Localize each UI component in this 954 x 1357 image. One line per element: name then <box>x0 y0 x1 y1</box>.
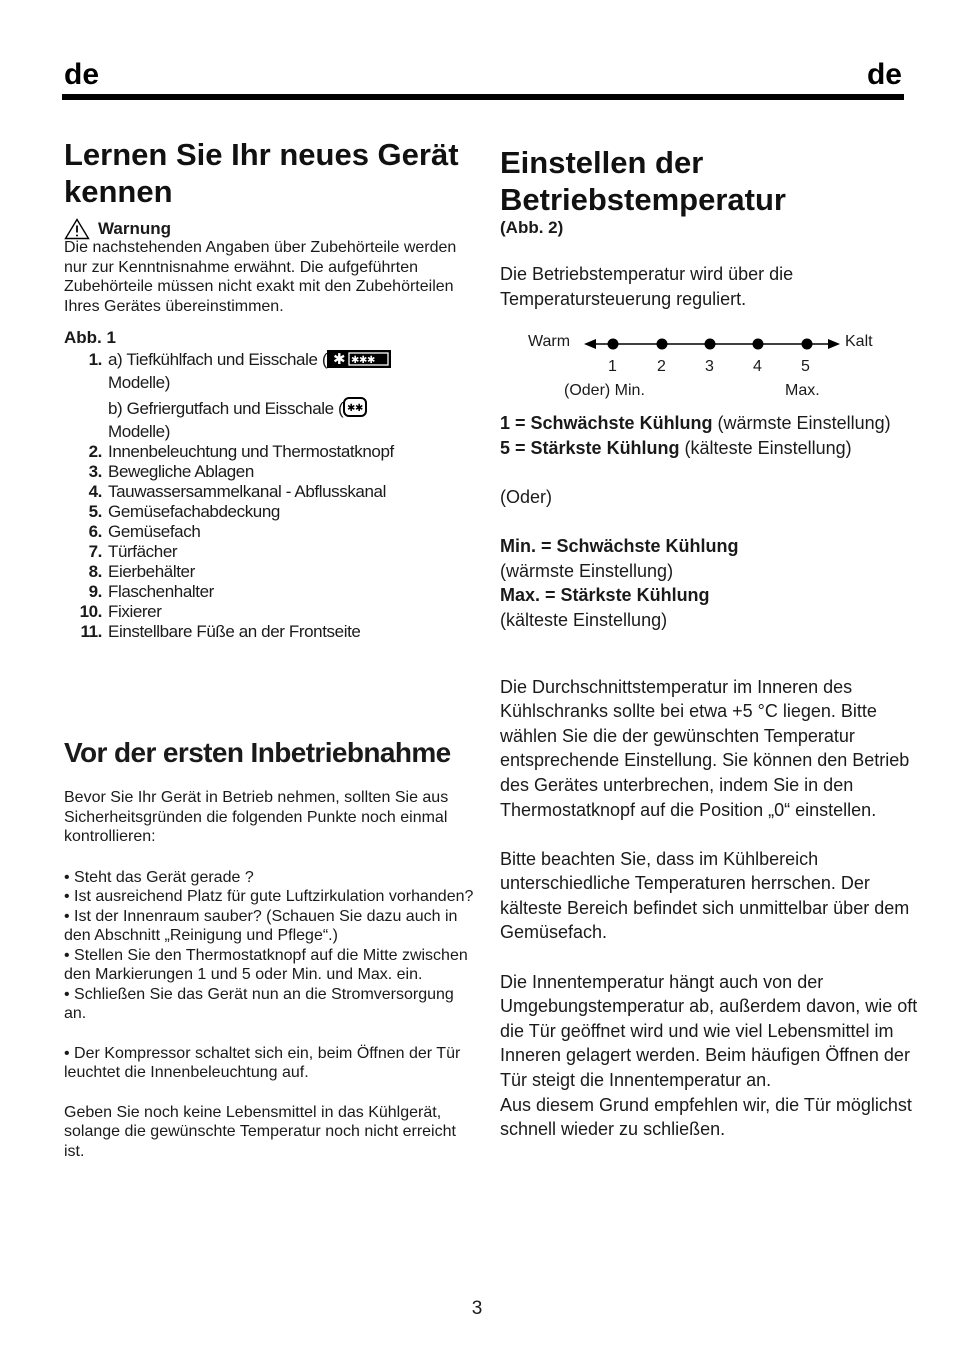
part-1b-text: b) Gefriergutfach und Eisschale ( <box>108 399 344 418</box>
first-use-intro: Bevor Sie Ihr Gerät in Betrieb nehmen, sollten Sie aus Sicherheitsgründen die folgenden Punkte noch einmal kontrollieren: <box>64 789 449 845</box>
part-1a-text: a) Tiefkühlfach und Eisschale ( <box>108 350 328 369</box>
left-column <box>64 136 476 1161</box>
food-note: Geben Sie noch keine Lebensmittel in das Kühlgerät, solange die gewünschte Temperatur noch nicht erreicht ist. <box>64 1103 456 1160</box>
freezer-3star-icon <box>327 350 391 373</box>
right-column <box>500 144 920 1142</box>
oder-text: (Oder) <box>500 486 553 507</box>
scale-warm-label: Warm <box>528 333 571 351</box>
checklist-item: • Ist der Innenraum sauber? (Schauen Sie dazu auch in den Abschnitt „Reinigung und Pflege“.) <box>64 907 458 944</box>
section-title-know-device: Lernen Sie Ihr neues Gerät kennen <box>64 137 459 209</box>
list-item: 8. Eierbehälter <box>88 562 195 581</box>
part-1a-tail: Modelle) <box>108 373 170 392</box>
paragraph-average-temp: Die Durchschnittstemperatur im Inneren des Kühlschranks sollte bei etwa +5 °C liegen. Bitte wählen Sie die der gewünschten Temperatur entsprechende Einstellung. Sie können den Betrieb des Gerätes unterbrechen, indem Sie in den Thermostatknopf auf die Position „0“ einstellen. <box>500 676 910 820</box>
scale-max-label: Max. <box>785 382 820 400</box>
list-item: 7. Türfächer <box>88 542 178 561</box>
definition-max-detail: (kälteste Einstellung) <box>500 609 668 630</box>
svg-text:✱✱: ✱✱ <box>347 403 364 414</box>
checklist-item: • Ist ausreichend Platz für gute Luftzirkulation vorhanden? <box>64 888 474 905</box>
scale-number-1: 1 <box>608 358 617 376</box>
section-title-temperature <box>500 144 920 218</box>
warning-triangle-icon <box>64 218 90 240</box>
scale-number-4: 4 <box>753 358 762 376</box>
temperature-intro: Die Betriebstemperatur wird über die Temperatursteuerung reguliert. <box>500 264 794 309</box>
scale-kalt-label: Kalt <box>845 333 873 351</box>
section-title-first-use: Vor der ersten Inbetriebnahme <box>64 737 451 768</box>
definition-5: 5 = Stärkste Kühlung (kälteste Einstellung) <box>500 437 852 458</box>
header-lang-left: de <box>64 58 100 91</box>
scale-number-3: 3 <box>705 358 714 376</box>
checklist-item: • Steht das Gerät gerade ? <box>64 868 254 886</box>
title-line-2: Betriebstemperatur <box>500 182 786 217</box>
checklist-item: • Schließen Sie das Gerät nun an die Stromversorgung an. <box>64 985 454 1022</box>
list-item: 5. Gemüsefachabdeckung <box>88 502 280 521</box>
paragraph-temp-zones: Bitte beachten Sie, dass im Kühlbereich unterschiedliche Temperaturen herrschen. Der kälteste Bereich befindet sich unmittelbar über dem Gemüsefach. <box>500 848 910 943</box>
warning-text: Die nachstehenden Angaben über Zubehörteile werden nur zur Kenntnisnahme erwähnt. Die aufgeführten Zubehörteile müssen nicht exakt mit den Zubehörteilen Ihres Gerätes übereinstimmen. <box>64 239 457 315</box>
svg-text:✱✱✱: ✱✱✱ <box>351 355 376 366</box>
svg-text:✱: ✱ <box>333 350 346 368</box>
paragraph-inner-temp: Die Innentemperatur hängt auch von der Umgebungstemperatur ab, außerdem davon, wie oft die Tür geöffnet wird und wie viel Lebensmittel im Inneren gelagert werden. Beim häufigen Öffnen der Tür steigt die Innentemperatur an. <box>500 971 918 1091</box>
figure-label-abb1: Abb. 1 <box>64 328 116 347</box>
parts-list <box>64 350 476 642</box>
definition-max: Max. = Stärkste Kühlung <box>500 585 710 606</box>
compressor-note: • Der Kompressor schaltet sich ein, beim Öffnen der Tür leuchtet die Innenbeleuchtung auf. <box>64 1044 461 1081</box>
list-item: 6. Gemüsefach <box>88 522 201 541</box>
definition-min-detail: (wärmste Einstellung) <box>500 560 674 581</box>
warning-label: Warnung <box>98 219 172 238</box>
paragraph-close-door: Aus diesem Grund empfehlen wir, die Tür möglichst schnell wieder zu schließen. <box>500 1094 912 1140</box>
scale-number-5: 5 <box>801 358 810 376</box>
figure-label-abb2: (Abb. 2) <box>500 218 564 237</box>
list-item: 9. Flaschenhalter <box>88 582 214 601</box>
page-number: 3 <box>471 1298 483 1319</box>
definition-min: Min. = Schwächste Kühlung <box>500 536 739 557</box>
thermostat-scale <box>500 321 920 400</box>
header-rule <box>62 94 904 100</box>
header-lang-right: de <box>866 58 902 91</box>
list-item: 2. Innenbeleuchtung und Thermostatknopf <box>88 442 394 461</box>
list-item: 4. Tauwassersammelkanal - Abflusskanal <box>88 482 386 501</box>
definition-1: 1 = Schwächste Kühlung (wärmste Einstellung) <box>500 413 891 434</box>
scale-arrow-graphic <box>584 335 840 353</box>
scale-min-label: (Oder) Min. <box>564 382 645 400</box>
scale-number-2: 2 <box>657 358 666 376</box>
list-item: 1. a) Tiefkühlfach und Eisschale ( ✱ ✱✱✱ Modelle) b) Gefriergutfach und Eisschale ( ✱✱ Modelle) <box>64 350 476 442</box>
warning-heading <box>64 218 476 240</box>
list-item: 10. Fixierer <box>79 602 162 621</box>
freezer-2star-icon <box>343 397 367 422</box>
list-item: 11. Einstellbare Füße an der Frontseite <box>80 622 361 641</box>
list-item: 3. Bewegliche Ablagen <box>88 462 254 481</box>
title-line-1: Einstellen der <box>500 145 704 180</box>
checklist-item: • Stellen Sie den Thermostatknopf auf die Mitte zwischen den Markierungen 1 und 5 oder Min. und Max. ein. <box>64 946 468 983</box>
part-1b-tail: Modelle) <box>108 422 170 441</box>
